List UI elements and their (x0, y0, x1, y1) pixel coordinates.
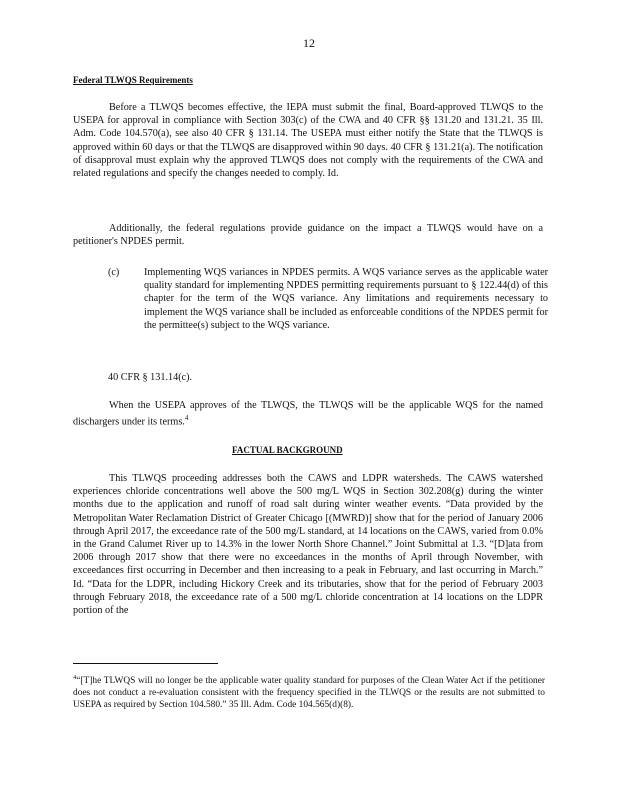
footnote-text: “[T]he TLWQS will no longer be the applicable water quality standard for purposes of the Clean Water Act if the petitioner does not conduct a re-evaluation consistent with the frequency specified in the TLWQS or the results are not submitted to USEPA as required by Section 104.580.” 35 Ill. Adm. Code 104.565(d)(8). (73, 676, 545, 711)
quote-label: (c) (108, 267, 120, 278)
footnote-reference: 4 (184, 414, 189, 423)
paragraph-usepa-approval (73, 399, 543, 429)
quote-text: Implementing WQS variances in NPDES permits. A WQS variance serves as the applicable water quality standard for implementing NPDES permitting requirements pursuant to § 122.44(d) of this chapter for the term of the WQS variance. Any limitations and requirements necessary to implement the WQS variance shall be included as enforceable conditions of the NPDES permit for the permittee(s) subject to the WQS variance. (144, 267, 548, 331)
footnote (73, 672, 545, 711)
paragraph-tlwqs-approval: Before a TLWQS becomes effective, the IEPA must submit the final, Board-approved TLWQS to the USEPA for approval in compliance with Section 303(c) of the CWA and 40 CFR §§ 131.20 and 131.21. 35 Ill. Adm. Code 104.570(a), see also 40 CFR § 131.14. The USEPA must either notify the State that the TLWQS is approved within 60 days or that the TLWQS are disapproved within 90 days. 40 CFR § 131.21(a). The notification of disapproval must explain why the approved TLWQS does not comply with the requirements of the CWA and related regulations and specify the changes needed to comply. Id. (73, 102, 543, 180)
paragraph-factual-background: This TLWQS proceeding addresses both the CAWS and LDPR watersheds. The CAWS watershed experiences chloride concentrations well above the 500 mg/L WQS in Section 302.208(g) during the winter months due to the application and runoff of road salt during winter weather events. “Data provided by the Metropolitan Water Reclamation District of Greater Chicago [(MWRD)] show that for the period of January 2006 through April 2017, the exceedance rate of the 500 mg/L standard, at 14 locations on the CAWS, varied from 0.0% in the Grand Calumet River up to 14.3% in the lower North Shore Channel.” Joint Submittal at 1.3. “[D]ata from 2006 through 2017 show that there were no exceedances in the months of April through November, with exceedances first occurring in December and then increasing to a peak in February, and last occurring in March.” Id. “Data for the LDPR, including Hickory Creek and its tributaries, show that for the period of February 2003 through February 2018, the exceedance rate of a 500 mg/L chloride concentration at 14 locations on the LDPR portion of the (73, 473, 543, 617)
footnote-separator (73, 663, 218, 664)
citation: 40 CFR § 131.14(c). (108, 372, 193, 383)
federal-requirements-heading: Federal TLWQS Requirements (73, 75, 193, 85)
page-number: 12 (303, 36, 315, 50)
paragraph-usepa-approval-text: When the USEPA approves of the TLWQS, the TLWQS will be the applicable WQS for the named dischargers under its terms. (73, 400, 543, 428)
paragraph-npdes-impact: Additionally, the federal regulations provide guidance on the impact a TLWQS would have on a petitioner's NPDES permit. (73, 223, 543, 248)
factual-background-heading: FACTUAL BACKGROUND (232, 445, 343, 455)
footnote-marker: 4 (73, 674, 77, 681)
block-quote (108, 266, 548, 332)
